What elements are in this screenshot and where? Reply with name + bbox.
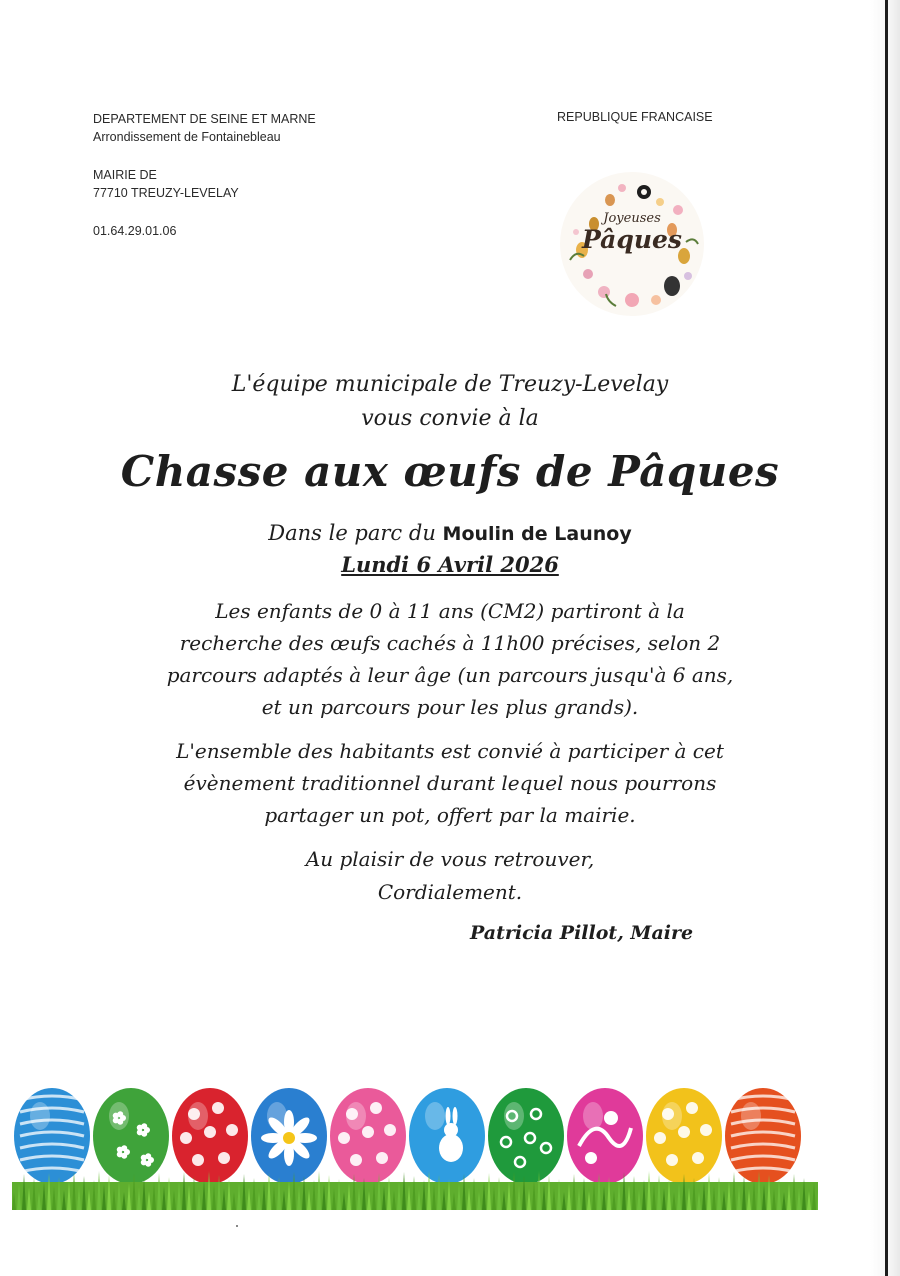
event-date: Lundi 6 Avril 2026 [341,552,559,577]
paragraph2-line: évènement traditionnel durant lequel nous pourrons [183,771,717,795]
egg-shell [93,1088,169,1184]
egg-dot [700,1124,712,1136]
egg-1 [14,1088,90,1184]
egg-dot [218,1152,230,1164]
egg-4 [251,1088,327,1184]
egg-bunny-head [444,1123,458,1137]
egg-9 [646,1088,722,1184]
egg-7 [488,1088,564,1184]
egg-dot [662,1108,674,1120]
egg-bunny-ear [446,1107,451,1125]
location-name: Moulin de Launoy [442,523,632,545]
closing-line-1: Au plaisir de vous retrouver, [305,847,595,871]
egg-3 [172,1088,248,1184]
joyeuses-paques-badge [560,172,704,316]
phone-line: 01.64.29.01.06 [93,224,177,238]
egg-dot [692,1152,704,1164]
egg-daisy-center [283,1132,295,1144]
paragraph-residents [0,735,900,831]
egg-petal [145,1153,151,1159]
egg-petal [141,1123,147,1129]
paragraph1-line: et un parcours pour les plus grands). [261,695,639,719]
egg-2 [93,1088,169,1184]
egg-bunny-body [439,1134,463,1162]
egg-shine [741,1102,761,1130]
event-title: Chasse aux œufs de Pâques [120,447,780,496]
egg-dot [212,1102,224,1114]
mairie-line: MAIRIE DE [93,168,157,182]
egg-shell [567,1088,643,1184]
egg-dot [338,1132,350,1144]
event-location [0,518,900,549]
egg-bunny-ear [453,1107,458,1125]
egg-dot [384,1124,396,1136]
intro [0,368,900,436]
paragraph1-line: parcours adaptés à leur âge (un parcours jusqu'à 6 ans, [166,663,734,687]
badge-line-2: Pâques [582,225,682,254]
arrondissement-line: Arrondissement de Fontainebleau [93,130,281,144]
egg-10 [725,1088,801,1184]
paragraph2-line: partager un pot, offert par la mairie. [264,803,636,827]
egg-dot [362,1126,374,1138]
egg-shine [583,1102,603,1130]
closing [0,843,900,909]
department-line: DEPARTEMENT DE SEINE ET MARNE [93,112,316,126]
egg-dot [370,1102,382,1114]
egg-dot [686,1102,698,1114]
egg-petal [117,1111,123,1117]
egg-dot [376,1152,388,1164]
egg-blossom [585,1152,597,1164]
egg-dot [226,1124,238,1136]
egg-5 [330,1088,406,1184]
intro-line-2: vous convie à la [361,406,539,431]
letterhead-left [93,110,316,240]
paragraph1-line: Les enfants de 0 à 11 ans (CM2) partiront à la [215,599,685,623]
egg-blossom [604,1111,618,1125]
paragraph2-line: L'ensemble des habitants est convié à participer à cet [176,739,724,763]
badge-line-1: Joyeuses [603,211,661,226]
easter-eggs-banner [12,1070,818,1210]
egg-dot [350,1154,362,1166]
egg-dot [346,1108,358,1120]
egg-shine [425,1102,445,1130]
egg-dot [180,1132,192,1144]
scan-speck [236,1225,238,1227]
egg-6 [409,1088,485,1184]
egg-shine [30,1102,50,1130]
egg-dot [192,1154,204,1166]
paragraph1-line: recherche des œufs cachés à 11h00 précises, selon 2 [179,631,721,655]
egg-dot [678,1126,690,1138]
paragraph-children [0,595,900,723]
signature: Patricia Pillot, Maire [470,922,694,944]
egg-dot [666,1154,678,1166]
egg-petal [121,1145,127,1151]
egg-8 [567,1088,643,1184]
location-prefix: Dans le parc du [268,521,436,545]
badge-text [560,212,704,254]
republic-line: REPUBLIQUE FRANCAISE [557,110,713,124]
intro-line-1: L'équipe municipale de Treuzy-Levelay [231,372,669,397]
address-line: 77710 TREUZY-LEVELAY [93,186,239,200]
egg-dot [188,1108,200,1120]
egg-dot [654,1132,666,1144]
egg-dot [204,1126,216,1138]
closing-line-2: Cordialement. [377,880,523,904]
